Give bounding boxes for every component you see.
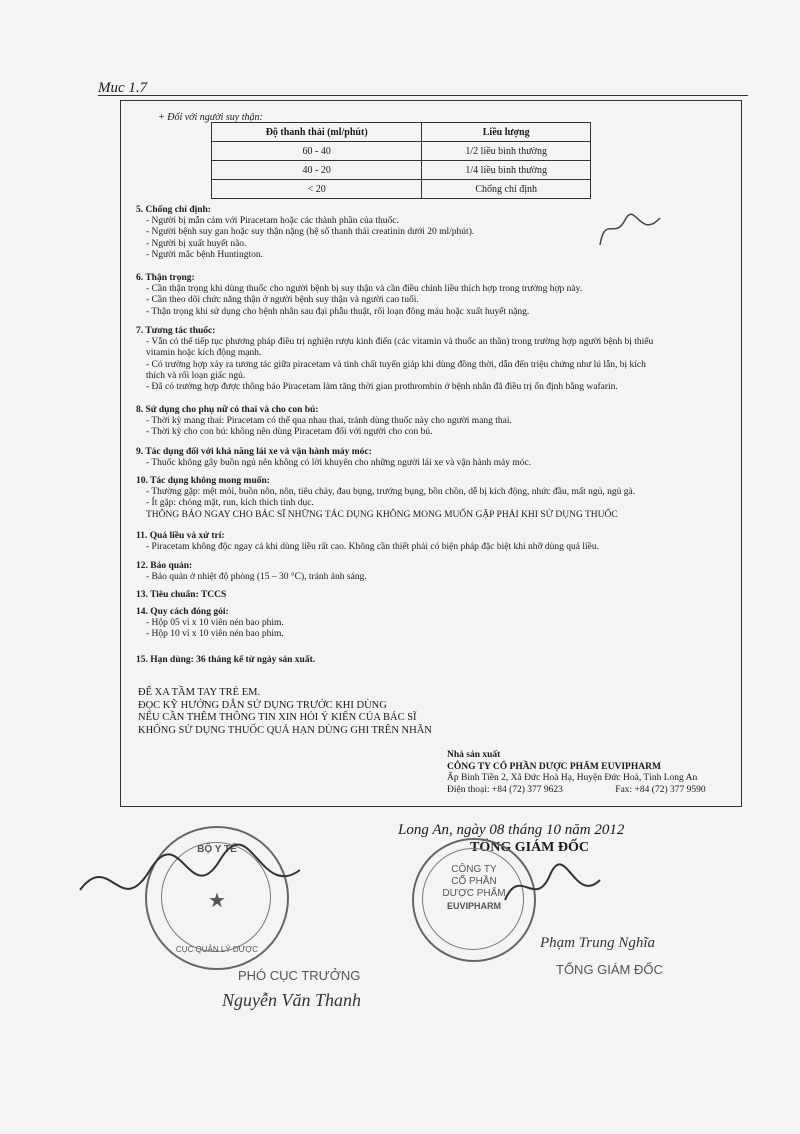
list-item: vitamin hoặc kích động mạnh. <box>146 348 262 359</box>
section-title: 15. Hạn dùng: 36 tháng kể từ ngày sản xuất. <box>136 655 316 665</box>
list-item: - Có trường hợp xảy ra tương tác giữa piracetam và tinh chất tuyến giáp khi dùng đồng thời, dẫn đến triệu chứng như lú lẫn, bị kích <box>146 359 646 370</box>
manufacturer-block <box>447 750 706 796</box>
table-cell: 40 - 20 <box>212 161 422 180</box>
table-header-row <box>212 123 591 142</box>
table-cell: < 20 <box>212 180 422 199</box>
list-item: - Thời kỳ mang thai: Piracetam có thể qua nhau thai, tránh dùng thuốc này cho người mang thai. <box>146 416 512 427</box>
director-title: TỔNG GIÁM ĐỐC <box>470 840 589 855</box>
section-driving <box>136 447 726 469</box>
section-precautions <box>136 273 726 318</box>
list-item: - Hộp 05 vỉ x 10 viên nén bao phim. <box>146 618 284 629</box>
list-item: - Đã có trường hợp được thông báo Piracetam làm tăng thời gian prothrombin ở bệnh nhân đã điều trị ổn định bằng wafarin. <box>146 382 618 393</box>
stamp-line: CÔNG TY <box>451 864 497 875</box>
section-interactions <box>136 326 726 393</box>
signer-title: TỔNG GIÁM ĐỐC <box>556 962 663 977</box>
header-rule <box>98 95 748 96</box>
section-title: 6. Thận trọng: <box>136 273 195 283</box>
section-title: 13. Tiêu chuẩn: TCCS <box>136 590 227 600</box>
section-title: 14. Quy cách đóng gói: <box>136 607 229 617</box>
table-row <box>212 161 591 180</box>
section-packaging <box>136 607 726 641</box>
table-row <box>212 180 591 199</box>
vice-title: PHÓ CỤC TRƯỞNG <box>238 968 361 983</box>
warning-line: NẾU CẦN THÊM THÔNG TIN XIN HỎI Ý KIẾN CỦA BÁC SĨ <box>138 712 417 723</box>
place-date: Long An, ngày 08 tháng 10 năm 2012 <box>398 822 625 838</box>
table-cell: 1/4 liều bình thường <box>422 161 591 180</box>
warning-line: ĐỌC KỸ HƯỚNG DẪN SỬ DỤNG TRƯỚC KHI DÙNG <box>138 699 387 711</box>
table-row <box>212 142 591 161</box>
manufacturer-phone: Điện thoại: +84 (72) 377 9623 <box>447 784 563 795</box>
stamp-line: CỔ PHẦN <box>451 876 497 887</box>
list-item: - Người bệnh suy gan hoặc suy thận nặng (hệ số thanh thải creatinin dưới 20 ml/phút). <box>146 227 475 238</box>
section-title: 9. Tác dụng đối với khả năng lái xe và vận hành máy móc: <box>136 447 372 457</box>
table-cell: Chống chỉ định <box>422 180 591 199</box>
table-cell: 1/2 liều bình thường <box>422 142 591 161</box>
list-item: THÔNG BÁO NGAY CHO BÁC SĨ NHỮNG TÁC DỤNG KHÔNG MONG MUỐN GẶP PHẢI KHI SỬ DỤNG THUỐC <box>146 509 618 520</box>
table-cell: 60 - 40 <box>212 142 422 161</box>
section-title: 8. Sử dụng cho phụ nữ có thai và cho con bú: <box>136 405 319 415</box>
section-title: 10. Tác dụng không mong muốn: <box>136 476 270 486</box>
vice-director-signature <box>60 830 320 940</box>
list-item: - Người bị xuất huyết não. <box>146 238 247 249</box>
warnings <box>138 687 498 737</box>
stamp-top-text: BỘ Y TẾ <box>197 844 237 855</box>
warning-line: ĐỂ XA TẦM TAY TRẺ EM. <box>138 687 261 698</box>
section-overdose <box>136 531 726 553</box>
list-item: - Vẫn có thể tiếp tục phương pháp điều trị nghiện rượu kinh điển (các vitamin và thuốc an thần) trong trường hợp người bệnh bị thiếu <box>146 337 654 348</box>
section-title: 11. Quá liều và xử trí: <box>136 531 225 541</box>
manufacturer-label: Nhà sản xuất <box>447 750 501 760</box>
manufacturer-address: Ấp Bình Tiền 2, Xã Đức Hoà Hạ, Huyện Đức Hoà, Tỉnh Long An <box>447 773 698 783</box>
column-header: Liều lượng <box>422 123 591 142</box>
list-item: - Người mắc bệnh Huntington. <box>146 249 264 260</box>
section-side-effects <box>136 476 726 521</box>
stamp-line: EUVIPHARM <box>446 901 501 911</box>
warning-line: KHÔNG SỬ DỤNG THUỐC QUÁ HẠN DÙNG GHI TRÊN NHÃN <box>138 724 432 736</box>
list-item: - Cần theo dõi chức năng thận ở người bệnh suy thận và người cao tuổi. <box>146 295 419 306</box>
vice-name: Nguyễn Văn Thanh <box>222 990 361 1010</box>
list-item: - Thường gặp: mệt mỏi, buồn nôn, nôn, tiêu chảy, đau bụng, trướng bụng, bồn chồn, dễ bị kích động, nhức đầu, mất ngủ, ngủ gà. <box>146 487 636 498</box>
section-pregnancy <box>136 405 726 439</box>
section-shelf-life <box>136 655 726 666</box>
stamp-line: DƯỢC PHẨM <box>442 888 506 899</box>
director-signature <box>500 860 610 920</box>
list-item: - Thuốc không gây buồn ngủ nên không có lời khuyên cho những người lái xe và vận hành máy móc. <box>146 458 532 469</box>
section-title: 5. Chống chỉ định: <box>136 205 211 215</box>
section-title: 7. Tương tác thuốc: <box>136 326 216 336</box>
section-standard <box>136 590 726 601</box>
section-title: 12. Bảo quản: <box>136 561 193 571</box>
star-icon: ★ <box>208 890 226 912</box>
section-storage <box>136 561 726 583</box>
list-item: - Piracetam không độc ngay cả khi dùng liều rất cao. Không cần thiết phải có biện pháp đặc biệt khi nhỡ dùng quá liều. <box>146 542 599 553</box>
list-item: - Cần thận trọng khi dùng thuốc cho người bệnh bị suy thận và cần điều chỉnh liều thích hợp trong trường hợp này. <box>146 284 583 295</box>
list-item: - Hộp 10 vỉ x 10 viên nén bao phim. <box>146 629 284 640</box>
manufacturer-fax: Fax: +84 (72) 377 9590 <box>615 784 706 795</box>
list-item: - Ít gặp: chóng mặt, run, kích thích tình dục. <box>146 498 314 509</box>
column-header: Độ thanh thải (ml/phút) <box>212 123 422 142</box>
list-item: - Thời kỳ cho con bú: không nên dùng Piracetam đối với người cho con bú. <box>146 427 433 438</box>
list-item: - Thận trọng khi sử dụng cho bệnh nhân sau đại phẫu thuật, rối loạn đông máu hoặc xuất huyết nặng. <box>146 306 530 317</box>
stamp-bottom-text: CỤC QUẢN LÝ DƯỢC <box>175 945 259 954</box>
initial-signature <box>595 210 665 250</box>
list-item: thích và rối loạn giấc ngủ. <box>146 370 246 381</box>
signer-name: Phạm Trung Nghĩa <box>540 935 656 951</box>
list-item: - Bảo quản ở nhiệt độ phòng (15 – 30 °C), tránh ánh sáng. <box>146 572 367 583</box>
list-item: - Người bị mẫn cảm với Piracetam hoặc các thành phần của thuốc. <box>146 216 399 227</box>
section-label: Muc 1.7 <box>98 80 148 96</box>
renal-dose-table <box>211 122 591 199</box>
renal-subtitle: + Đối với người suy thận: <box>158 112 263 123</box>
manufacturer-name: CÔNG TY CỔ PHẦN DƯỢC PHẨM EUVIPHARM <box>447 761 661 772</box>
